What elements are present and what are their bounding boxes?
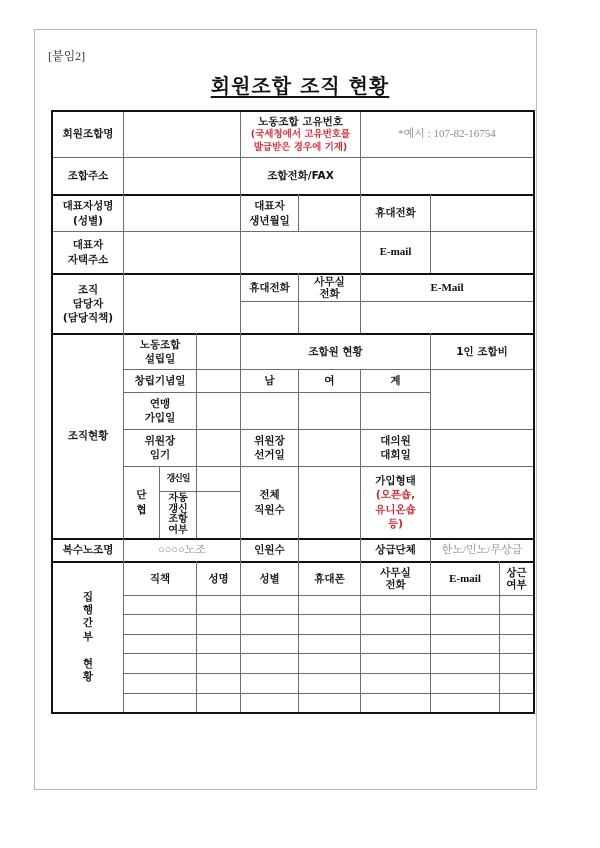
federation-join-label-line2: 가입일 [144, 412, 176, 424]
cba-label [124, 467, 159, 538]
delegate-meeting-label-line1: 대의원 [380, 434, 411, 447]
table-row[interactable] [124, 654, 533, 673]
join-type-note-line2: 유니온숍 [375, 503, 416, 516]
rep-home-label [53, 232, 123, 273]
rep-birth-label [241, 196, 298, 231]
chair-election-field[interactable] [299, 430, 360, 466]
rep-home-label-line1: 대표자 [72, 239, 104, 252]
auto-renewal-label-line4: 여부 [168, 524, 188, 536]
contact-label-line3: (담당직책) [62, 312, 114, 325]
executives-label-char: 간 [82, 617, 94, 630]
delegate-meeting-label [361, 430, 430, 466]
join-type-label [361, 467, 430, 538]
rep-email-label: E-mail [379, 246, 412, 259]
founding-date-field[interactable] [197, 335, 240, 369]
dues-field[interactable] [431, 370, 533, 429]
col-position-header: 직책 [149, 572, 171, 585]
headcount-label: 인원수 [254, 544, 285, 557]
headcount-field[interactable] [299, 540, 360, 561]
col-office-phone-line2: 전화 [385, 579, 406, 591]
executives-label-char: 황 [82, 670, 94, 683]
col-mobile-header: 휴대폰 [314, 572, 345, 585]
contact-mobile-label: 휴대전화 [249, 281, 290, 294]
female-label: 여 [324, 374, 335, 387]
multi-union-label: 복수노조명 [62, 544, 114, 557]
parent-org-label: 상급단체 [375, 544, 416, 557]
table-row[interactable] [124, 674, 533, 693]
org-status-label: 조직현황 [67, 430, 109, 443]
contact-mobile-field[interactable] [241, 302, 298, 333]
chair-term-field[interactable] [197, 430, 240, 466]
total-staff-label-line1: 전체 [259, 489, 280, 502]
join-type-label-text: 가입형태 [375, 475, 416, 488]
delegate-meeting-field[interactable] [431, 430, 533, 466]
col-gender-header: 성별 [259, 572, 280, 585]
contact-person-label [53, 275, 123, 333]
rep-birth-label-line1: 대표자 [254, 200, 285, 213]
total-count-field[interactable] [361, 393, 430, 429]
rep-name-label-line2: (성별) [73, 214, 103, 227]
col-office-phone-header [361, 563, 430, 595]
rep-birth-field[interactable] [299, 196, 360, 231]
table-row[interactable] [124, 694, 533, 712]
col-name-header: 성명 [208, 572, 229, 585]
rep-email-field[interactable] [431, 232, 533, 273]
union-address-field[interactable] [124, 158, 240, 194]
multi-union-field[interactable]: ○○○○노조 [158, 544, 206, 557]
chair-term-label-line1: 위원장 [144, 434, 176, 447]
union-name-field[interactable] [124, 112, 240, 157]
table-row[interactable] [124, 596, 533, 614]
contact-office-phone-label [299, 275, 360, 301]
auto-renewal-label-line1: 자동 [168, 493, 188, 504]
page-title [0, 70, 600, 99]
federation-join-label-line1: 연맹 [149, 397, 171, 410]
col-fulltime-header [500, 563, 533, 595]
total-staff-label-line2: 직원수 [254, 503, 285, 516]
federation-join-field[interactable] [197, 393, 240, 429]
executives-label [53, 563, 123, 712]
contact-email-label: E-Mail [430, 281, 464, 294]
founding-date-label-line1: 노동조합 [139, 338, 181, 351]
delegate-meeting-label-line2: 대회일 [380, 449, 411, 461]
union-id-note-line1: (국세청에서 고유번호를 [250, 129, 351, 141]
union-id-note-line2: 발급받은 경우에 기재) [253, 142, 348, 154]
contact-office-label-line2: 전화 [319, 288, 340, 300]
renewal-date-field[interactable] [197, 467, 240, 491]
founding-date-label [124, 335, 196, 369]
join-type-field[interactable] [431, 467, 533, 538]
union-phone-fax-label: 조합전화/FAX [267, 169, 334, 182]
anniversary-label: 창립기념일 [134, 374, 186, 387]
female-count-field[interactable] [299, 393, 360, 429]
rep-home-label-line2: 자택주소 [67, 253, 109, 266]
rep-mobile-field[interactable] [431, 196, 533, 231]
chair-term-label-line2: 임기 [149, 449, 171, 461]
chair-election-label-line2: 선거일 [254, 449, 285, 461]
executives-label-char: 집 [82, 591, 94, 604]
male-count-field[interactable] [241, 393, 298, 429]
contact-office-phone-field[interactable] [299, 302, 360, 333]
col-office-phone-line1: 사무실 [380, 566, 411, 579]
executives-label-char: 부 [82, 630, 94, 643]
table-row[interactable] [124, 635, 533, 653]
executives-label-char: 행 [82, 604, 94, 617]
union-address-label: 조합주소 [67, 169, 109, 182]
union-name-label: 회원조합명 [62, 128, 114, 141]
join-type-note-line1: (오픈숍, [375, 489, 416, 502]
cba-label-line2: 협 [136, 503, 147, 516]
contact-label-line2: 담당자 [72, 297, 104, 310]
auto-renewal-label [160, 492, 196, 538]
membership-status-label: 조합원 현황 [308, 345, 363, 358]
rep-mobile-label: 휴대전화 [375, 207, 416, 220]
total-label: 계 [390, 374, 401, 387]
contact-office-label-line1: 사무실 [314, 275, 345, 288]
union-id-label-cell [241, 113, 360, 157]
rep-name-label [53, 196, 123, 231]
total-staff-field[interactable] [299, 467, 360, 538]
page-title-text: 회원조합 조직 현황 [210, 74, 390, 98]
auto-renewal-label-line3: 조항 [168, 514, 188, 525]
col-fulltime-line1: 상근 [506, 566, 527, 579]
chair-election-label [241, 430, 298, 466]
chair-election-label-line1: 위원장 [254, 434, 285, 447]
rep-name-label-line1: 대표자성명 [62, 200, 114, 213]
join-type-note-line3: 등) [388, 517, 403, 530]
renewal-date-label: 갱신일 [166, 473, 190, 484]
contact-label-line1: 조직 [77, 283, 99, 296]
union-id-label: 노동조합 고유번호 [258, 116, 343, 129]
total-staff-label [241, 467, 298, 538]
chair-term-label [124, 430, 196, 466]
contact-person-field[interactable] [124, 275, 240, 333]
anniversary-field[interactable] [197, 370, 240, 392]
executives-label-char: 현 [82, 657, 94, 670]
union-id-field[interactable]: *예시 : 107-82-16754 [398, 128, 496, 141]
union-phone-fax-field[interactable] [361, 158, 533, 194]
table-row[interactable] [124, 615, 533, 634]
rep-birth-label-line2: 생년월일 [249, 214, 290, 227]
auto-renewal-label-line2: 갱신 [168, 503, 188, 515]
col-email-header: E-mail [449, 572, 481, 585]
contact-email-field[interactable] [361, 302, 533, 333]
cba-label-line1: 단 [136, 489, 147, 502]
founding-date-label-line2: 설립일 [144, 353, 176, 365]
rep-name-field[interactable] [124, 196, 240, 231]
col-fulltime-line2: 여부 [506, 579, 527, 591]
parent-org-field[interactable]: 한노/민노/무상급 [441, 544, 523, 557]
auto-renewal-field[interactable] [197, 492, 240, 538]
org-status-form [51, 110, 535, 714]
rep-home-field[interactable] [124, 232, 360, 273]
dues-label: 1인 조합비 [456, 345, 508, 358]
federation-join-label [124, 393, 196, 429]
attachment-label: [붙임2] [48, 49, 86, 63]
male-label: 남 [264, 374, 275, 387]
